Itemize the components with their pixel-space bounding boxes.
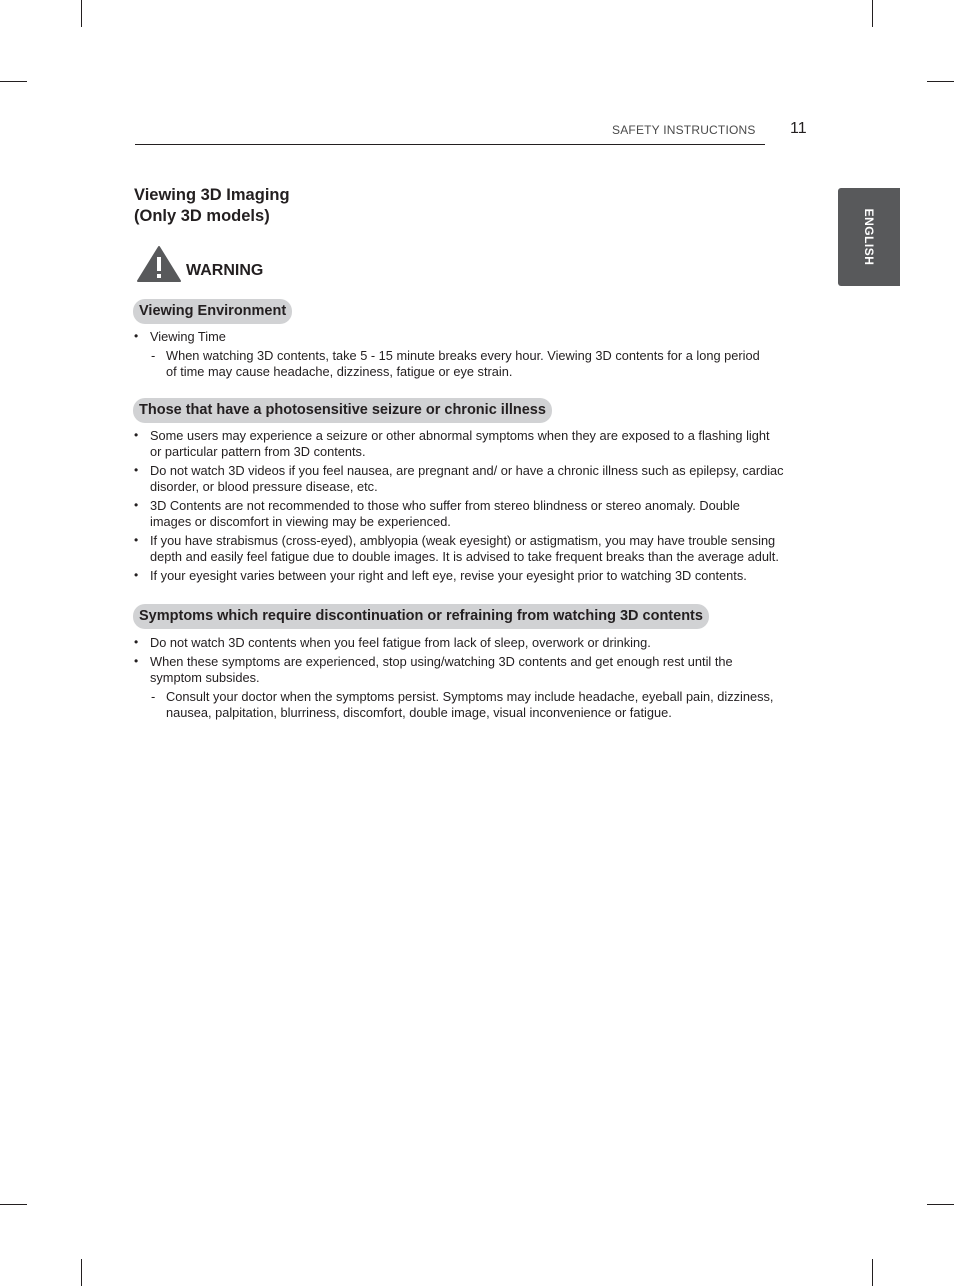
language-tab	[838, 188, 900, 286]
list-item-text: 3D Contents are not recommended to those who suffer from stereo blindness or stereo anomaly. Double	[150, 498, 740, 513]
sub-list-item	[166, 348, 760, 380]
bullet-mark: •	[134, 533, 139, 547]
running-header-section: SAFETY INSTRUCTIONS	[612, 123, 756, 137]
crop-mark	[927, 1204, 954, 1205]
bullet-mark: •	[134, 428, 139, 442]
list-item-text: If your eyesight varies between your right and left eye, revise your eyesight prior to watching 3D contents.	[150, 568, 747, 583]
list-item	[150, 463, 784, 495]
page-title-line: Viewing 3D Imaging	[134, 186, 290, 204]
sub-list-item-text: Consult your doctor when the symptoms persist. Symptoms may include headache, eyeball pain, dizziness,	[166, 689, 774, 704]
section-heading: Those that have a photosensitive seizure or chronic illness	[133, 398, 552, 423]
page-number: 11	[790, 120, 807, 137]
crop-mark	[0, 81, 27, 82]
warning-triangle-icon	[136, 245, 182, 283]
bullet-mark: •	[134, 329, 139, 343]
list-item-text: depth and easily feel fatigue due to double images. It is advised to take frequent breaks than the average adult.	[150, 549, 779, 564]
crop-mark	[81, 0, 82, 27]
list-item	[150, 329, 226, 345]
crop-mark	[872, 1259, 873, 1286]
list-item-text: or particular pattern from 3D contents.	[150, 444, 366, 459]
list-item-text: Do not watch 3D contents when you feel fatigue from lack of sleep, overwork or drinking.	[150, 635, 651, 650]
crop-mark	[81, 1259, 82, 1286]
sub-list-item	[166, 689, 773, 721]
warning-label: WARNING	[186, 262, 264, 279]
sub-list-item-text: nausea, palpitation, blurriness, discomfort, double image, visual inconvenience or fatigue.	[166, 705, 672, 720]
page-title-line: (Only 3D models)	[134, 207, 270, 225]
list-item	[150, 533, 779, 565]
crop-mark	[927, 81, 954, 82]
list-item	[150, 654, 733, 686]
sub-list-item-text: When watching 3D contents, take 5 - 15 minute breaks every hour. Viewing 3D contents for a long period	[166, 348, 760, 363]
bullet-mark: •	[134, 654, 139, 668]
list-item-text: Some users may experience a seizure or other abnormal symptoms when they are exposed to a flashing light	[150, 428, 770, 443]
bullet-mark: •	[134, 498, 139, 512]
page-title	[134, 185, 290, 227]
list-item-text: disorder, or blood pressure disease, etc.	[150, 479, 378, 494]
crop-mark	[0, 1204, 27, 1205]
bullet-mark: •	[134, 463, 139, 477]
sub-list-item-text: of time may cause headache, dizziness, fatigue or eye strain.	[166, 364, 513, 379]
list-item-text: symptom subsides.	[150, 670, 260, 685]
section-heading: Symptoms which require discontinuation or refraining from watching 3D contents	[133, 604, 709, 629]
header-rule	[135, 144, 765, 145]
list-item-text: Do not watch 3D videos if you feel nausea, are pregnant and/ or have a chronic illness such as epilepsy, cardiac	[150, 463, 784, 478]
list-item-text: Viewing Time	[150, 329, 226, 344]
dash-mark: -	[151, 689, 156, 704]
list-item-text: images or discomfort in viewing may be experienced.	[150, 514, 451, 529]
list-item	[150, 428, 770, 460]
language-tab-label: ENGLISH	[862, 208, 876, 266]
list-item	[150, 568, 747, 584]
dash-mark: -	[151, 348, 156, 363]
list-item-text: When these symptoms are experienced, stop using/watching 3D contents and get enough rest until the	[150, 654, 733, 669]
bullet-mark: •	[134, 568, 139, 582]
list-item-text: If you have strabismus (cross-eyed), amblyopia (weak eyesight) or astigmatism, you may have trouble sensing	[150, 533, 776, 548]
list-item	[150, 635, 651, 651]
bullet-mark: •	[134, 635, 139, 649]
section-heading: Viewing Environment	[133, 299, 292, 324]
list-item	[150, 498, 740, 530]
crop-mark	[872, 0, 873, 27]
